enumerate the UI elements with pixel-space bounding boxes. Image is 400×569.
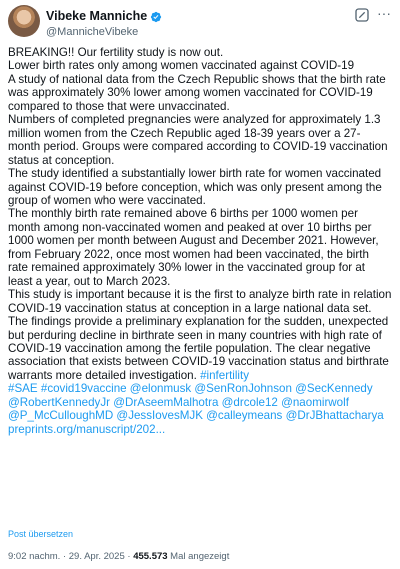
preprint-link[interactable]: preprints.org/manuscript/202... — [8, 422, 166, 436]
paragraph: The study identified a substantially lower birth rate for women vaccinated against COVID-19 before conception, which was only present among the group of women who were vaccinated. — [8, 167, 382, 207]
more-icon[interactable]: ··· — [377, 5, 391, 21]
hashtags-mentions[interactable]: #SAE #covid19vaccine @elonmusk @SenRonJohnson @SecKennedy @RobertKennedyJr @DrAseemMalhotra @drcole12 @naomirwolf @P_McCulloughMD @JessIovesMJK @calleymeans @DrJBhattacharya — [8, 382, 384, 423]
paragraph-with-hashtag — [8, 315, 392, 382]
grok-icon[interactable] — [354, 7, 370, 23]
author-handle[interactable]: @MannicheVibeke — [46, 26, 139, 38]
post-time[interactable]: 9:02 nachm. — [8, 551, 61, 562]
paragraph: A study of national data from the Czech Republic shows that the birth rate was approximately 30% lower among women vaccinated for COVID-19 compared to those that were unvaccinated. — [8, 72, 386, 113]
paragraph: This study is important because it is the first to analyze birth rate in relation COVID-19 vaccination status at conception in a large national data set. — [8, 288, 392, 315]
meta-separator: · — [60, 551, 69, 562]
paragraph: The findings provide a preliminary explanation for the sudden, unexpected but perduring decline in birthrate seen in many countries with high rate of COVID-19 vaccination among the fertile population. The clear negative association that exists between COVID-19 vaccination status and birthrate warrants more detailed investigation. — [8, 315, 389, 382]
avatar[interactable] — [8, 5, 40, 37]
paragraph: BREAKING!! Our fertility study is now out. — [8, 46, 224, 59]
paragraph: Lower birth rates only among women vaccinated against COVID-19 — [8, 59, 355, 73]
paragraph: Numbers of completed pregnancies were analyzed for approximately 1.3 million women from the Czech Republic aged 18-39 years over a 27-month period. Groups were compared according to COVID-19 vaccination status at conception. — [8, 113, 388, 167]
translate-post-link[interactable]: Post übersetzen — [8, 529, 74, 539]
views-label: Mal angezeigt — [167, 551, 230, 562]
view-count: 455.573 — [133, 551, 168, 562]
tweet-meta — [8, 551, 229, 563]
verified-badge-icon — [150, 11, 162, 23]
tweet-text — [8, 46, 392, 436]
author-name-row[interactable] — [46, 9, 162, 24]
meta-separator: · — [124, 551, 134, 562]
tweet-header — [8, 5, 392, 41]
hashtag-infertility[interactable]: #infertility — [200, 368, 250, 382]
author-name[interactable]: Vibeke Manniche — [46, 9, 148, 23]
post-date[interactable]: 29. Apr. 2025 — [68, 551, 125, 562]
paragraph: The monthly birth rate remained above 6 births per 1000 women per month among non-vaccinated women and peaked at over 10 births per 1000 women per month between August and December 2021. However, from February 2022, once most women had been vaccinated, the birth rate remained approximately 30% lower in the vaccinated group for at least a year, out to March 2023. — [8, 207, 379, 288]
author-names — [46, 7, 162, 39]
